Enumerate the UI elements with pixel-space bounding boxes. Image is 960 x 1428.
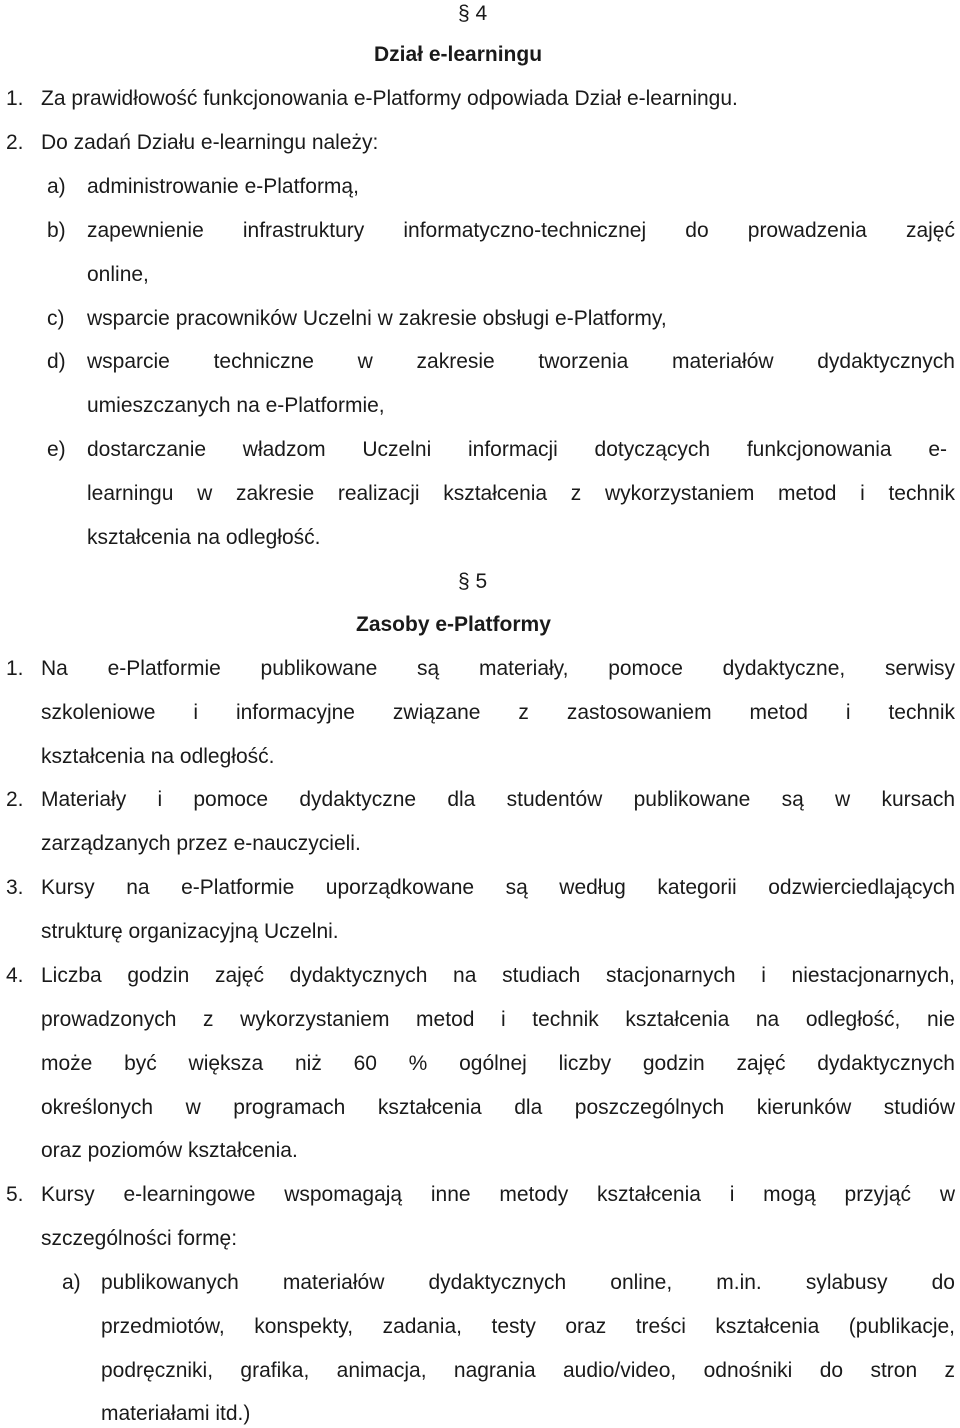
list-item-label: b): [47, 219, 66, 242]
list-item-label: a): [62, 1271, 81, 1294]
list-item-text: online,: [87, 263, 149, 286]
paragraph-text: Za prawidłowość funkcjonowania e-Platformy odpowiada Dział e-learningu.: [41, 87, 738, 110]
paragraph-text: Kursy e-learningowe wspomagają inne metody kształcenia i mogą przyjąć w: [41, 1183, 955, 1206]
paragraph-text: Na e-Platformie publikowane są materiały, pomoce dydaktyczne, serwisy: [41, 657, 955, 680]
paragraph-text: szczególności formę:: [41, 1227, 238, 1250]
paragraph-text: zarządzanych przez e-nauczycieli.: [41, 832, 361, 855]
list-item-text: kształcenia na odległość.: [87, 526, 321, 549]
paragraph-text: Do zadań Działu e-learningu należy:: [41, 131, 379, 154]
paragraph-text: kształcenia na odległość.: [41, 745, 275, 768]
paragraph-text: szkoleniowe i informacyjne związane z zastosowaniem metod i technik: [41, 701, 955, 724]
list-item-text: dostarczanie władzom Uczelni informacji dotyczących funkcjonowania e-: [87, 438, 947, 461]
list-item-text: learningu w zakresie realizacji kształcenia z wykorzystaniem metod i technik: [87, 482, 955, 505]
paragraph-number: 5.: [6, 1183, 24, 1206]
list-item-text: podręczniki, grafika, animacja, nagrania audio/video, odnośniki do stron z: [101, 1359, 955, 1382]
paragraph-text: prowadzonych z wykorzystaniem metod i technik kształcenia na odległość, nie: [41, 1008, 955, 1031]
paragraph-text: Kursy na e-Platformie uporządkowane są według kategorii odzwierciedlających: [41, 876, 955, 899]
paragraph-text: może być większa niż 60 % ogólnej liczby godzin zajęć dydaktycznych: [41, 1052, 955, 1075]
list-item-text: materiałami itd.): [101, 1402, 251, 1425]
paragraph-number: 4.: [6, 964, 24, 987]
paragraph-number: 2.: [6, 131, 24, 154]
list-item-text: administrowanie e-Platformą,: [87, 175, 359, 198]
paragraph-number: 1.: [6, 657, 24, 680]
paragraph-text: Liczba godzin zajęć dydaktycznych na studiach stacjonarnych i niestacjonarnych,: [41, 964, 955, 987]
list-item-label: c): [47, 307, 65, 330]
section-4-title: Dział e-learningu: [374, 43, 543, 66]
paragraph-text: określonych w programach kształcenia dla poszczególnych kierunków studiów: [41, 1096, 955, 1119]
list-item-text: zapewnienie infrastruktury informatyczno-technicznej do prowadzenia zajęć: [87, 219, 955, 242]
paragraph-text: oraz poziomów kształcenia.: [41, 1139, 298, 1162]
list-item-text: publikowanych materiałów dydaktycznych online, m.in. sylabusy do: [101, 1271, 955, 1294]
list-item-text: wsparcie techniczne w zakresie tworzenia materiałów dydaktycznych: [87, 350, 955, 373]
paragraph-number: 2.: [6, 788, 24, 811]
list-item-text: umieszczanych na e-Platformie,: [87, 394, 385, 417]
list-item-text: przedmiotów, konspekty, zadania, testy oraz treści kształcenia (publikacje,: [101, 1315, 955, 1338]
paragraph-text: Materiały i pomoce dydaktyczne dla studentów publikowane są w kursach: [41, 788, 955, 811]
list-item-label: e): [47, 438, 66, 461]
paragraph-text: strukturę organizacyjną Uczelni.: [41, 920, 339, 943]
list-item-label: a): [47, 175, 66, 198]
section-5-sign: § 5: [458, 570, 488, 593]
list-item-text: wsparcie pracowników Uczelni w zakresie obsługi e-Platformy,: [87, 307, 667, 330]
section-4-sign: § 4: [458, 2, 488, 25]
paragraph-number: 1.: [6, 87, 24, 110]
paragraph-number: 3.: [6, 876, 24, 899]
list-item-label: d): [47, 350, 66, 373]
section-5-title: Zasoby e-Platformy: [356, 613, 551, 636]
